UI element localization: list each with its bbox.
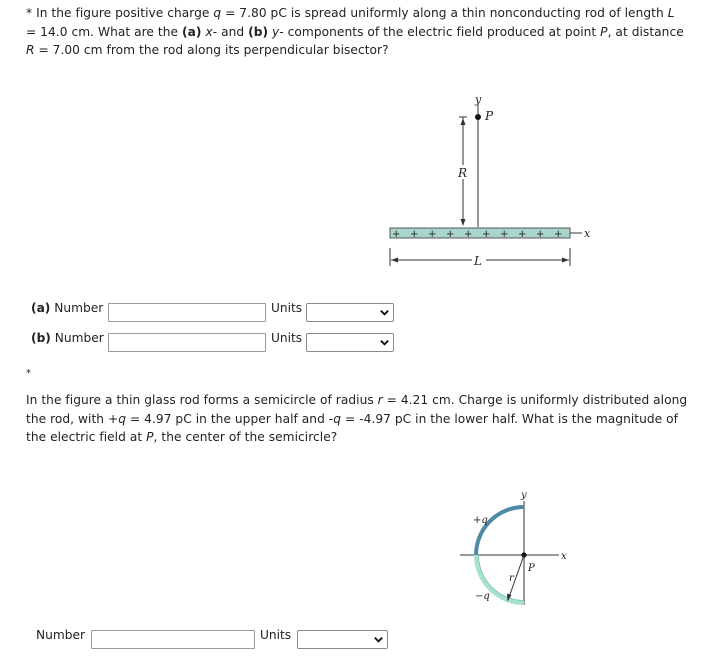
problem-2-units-select[interactable] <box>297 630 388 649</box>
problem-1-line-2: = 14.0 cm. What are the (a) x- and (b) y- components of the electric field produced at point P, at distance <box>26 24 684 39</box>
problem-2-text <box>26 391 696 447</box>
charge-plus: + <box>500 229 509 240</box>
chevron-down-icon <box>379 337 390 348</box>
charge-plus: + <box>482 229 491 240</box>
charge-plus: + <box>518 229 527 240</box>
problem-2-number-label: Number <box>36 628 85 642</box>
l-label: L <box>474 254 482 268</box>
r-arrow-up <box>461 118 466 125</box>
charge-plus: + <box>410 229 419 240</box>
part-b-number-input[interactable] <box>108 333 266 352</box>
semicircle-figure <box>455 485 575 610</box>
l-arrow-left <box>391 258 398 263</box>
part-a-units-select[interactable] <box>306 303 394 322</box>
part-b-label: (b) Number <box>31 331 104 345</box>
point-p-label: P <box>485 109 494 123</box>
rod-figure <box>385 92 600 272</box>
part-a-number-input[interactable] <box>108 303 266 322</box>
problem-2-line-2: the rod, with +q = 4.97 pC in the upper half and -q = -4.97 pC in the lower half. What is the magnitude of <box>26 411 678 426</box>
problem-2-line-3: the electric field at P, the center of the semicircle? <box>26 430 338 444</box>
l-arrow-right <box>562 258 569 263</box>
charge-plus: + <box>428 229 437 240</box>
problem-1-text <box>26 4 696 60</box>
part-a-label: (a) Number <box>31 301 104 315</box>
charge-plus: + <box>392 229 401 240</box>
x-axis-label: x <box>584 227 591 240</box>
y-axis-label: y <box>475 93 482 106</box>
radius-label: r <box>509 573 514 584</box>
charge-plus: + <box>446 229 455 240</box>
r-label: R <box>458 166 468 180</box>
plus-q-label: +q <box>473 515 488 526</box>
charge-plus: + <box>554 229 563 240</box>
chevron-down-icon <box>373 634 384 645</box>
part-a-units-label: Units <box>271 301 303 315</box>
problem-2-units-label: Units <box>260 628 292 642</box>
required-star: * <box>26 6 33 20</box>
r-arrow-down <box>461 219 466 226</box>
problem-1-line-3: R = 7.00 cm from the rod along its perpendicular bisector? <box>26 43 389 57</box>
problem-1-line-1: * In the figure positive charge q = 7.80 pC is spread uniformly along a thin nonconducting rod of length L <box>26 6 675 20</box>
point-p-label: P <box>528 563 535 574</box>
y-axis-label: y <box>521 490 527 501</box>
charge-plus: + <box>464 229 473 240</box>
minus-q-label: −q <box>475 591 490 602</box>
part-b-units-select[interactable] <box>306 333 394 352</box>
problem-2-number-input[interactable] <box>91 630 255 649</box>
chevron-down-icon <box>379 307 390 318</box>
charge-plus: + <box>536 229 545 240</box>
part-b-units-label: Units <box>271 331 303 345</box>
point-p-dot <box>475 114 481 120</box>
problem-2-star: * <box>26 368 31 379</box>
problem-2-line-1: In the figure a thin glass rod forms a semicircle of radius r = 4.21 cm. Charge is uniformly distributed along <box>26 393 688 407</box>
x-axis-label: x <box>561 551 567 562</box>
